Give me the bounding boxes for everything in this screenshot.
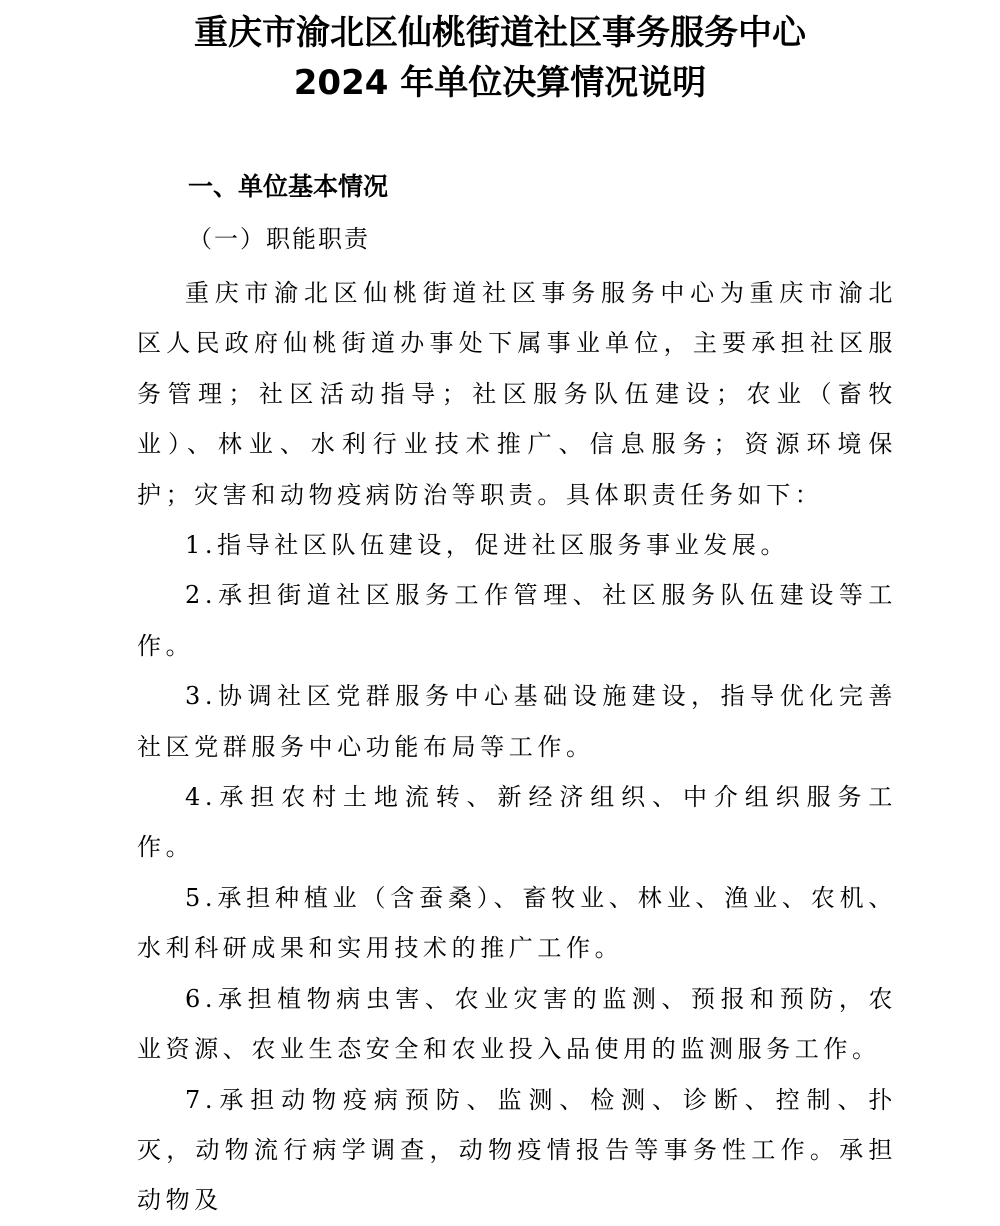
paragraph-item-4: 4.承担农村土地流转、新经济组织、中介组织服务工作。 xyxy=(137,783,897,862)
document-title-line2: 2024 年单位决算情况说明 xyxy=(293,63,707,103)
section-heading: 一、单位基本情况 xyxy=(188,172,389,201)
paragraph-item-2: 2.承担街道社区服务工作管理、社区服务队伍建设等工作。 xyxy=(137,581,897,660)
paragraph-intro: 重庆市渝北区仙桃街道社区事务服务中心为重庆市渝北区人民政府仙桃街道办事处下属事业单位，主要承担社区服务管理；社区活动指导；社区服务队伍建设；农业（畜牧业）、林业、水利行业技术推广、信息服务；资源环境保护；灾害和动物疫病防治等职责。具体职责任务如下： xyxy=(137,279,897,509)
paragraph-item-6: 6.承担植物病虫害、农业灾害的监测、预报和预防，农业资源、农业生态安全和农业投入品使用的监测服务工作。 xyxy=(137,984,897,1064)
body-text xyxy=(137,268,897,1226)
paragraph-item-5: 5.承担种植业（含蚕桑）、畜牧业、林业、渔业、农机、水利科研成果和实用技术的推广工作。 xyxy=(137,883,897,963)
paragraph-item-1: 1.指导社区队伍建设，促进社区服务事业发展。 xyxy=(185,531,790,560)
paragraph-item-7: 7.承担动物疫病预防、监测、检测、诊断、控制、扑灭，动物流行病学调查，动物疫情报告等事务性工作。承担动物及 xyxy=(137,1085,897,1215)
paragraph-item-3: 3.协调社区党群服务中心基础设施建设，指导优化完善社区党群服务中心功能布局等工作。 xyxy=(137,682,897,761)
document-title-line1: 重庆市渝北区仙桃街道社区事务服务中心 xyxy=(194,13,806,53)
subsection-heading: （一）职能职责 xyxy=(188,225,370,253)
